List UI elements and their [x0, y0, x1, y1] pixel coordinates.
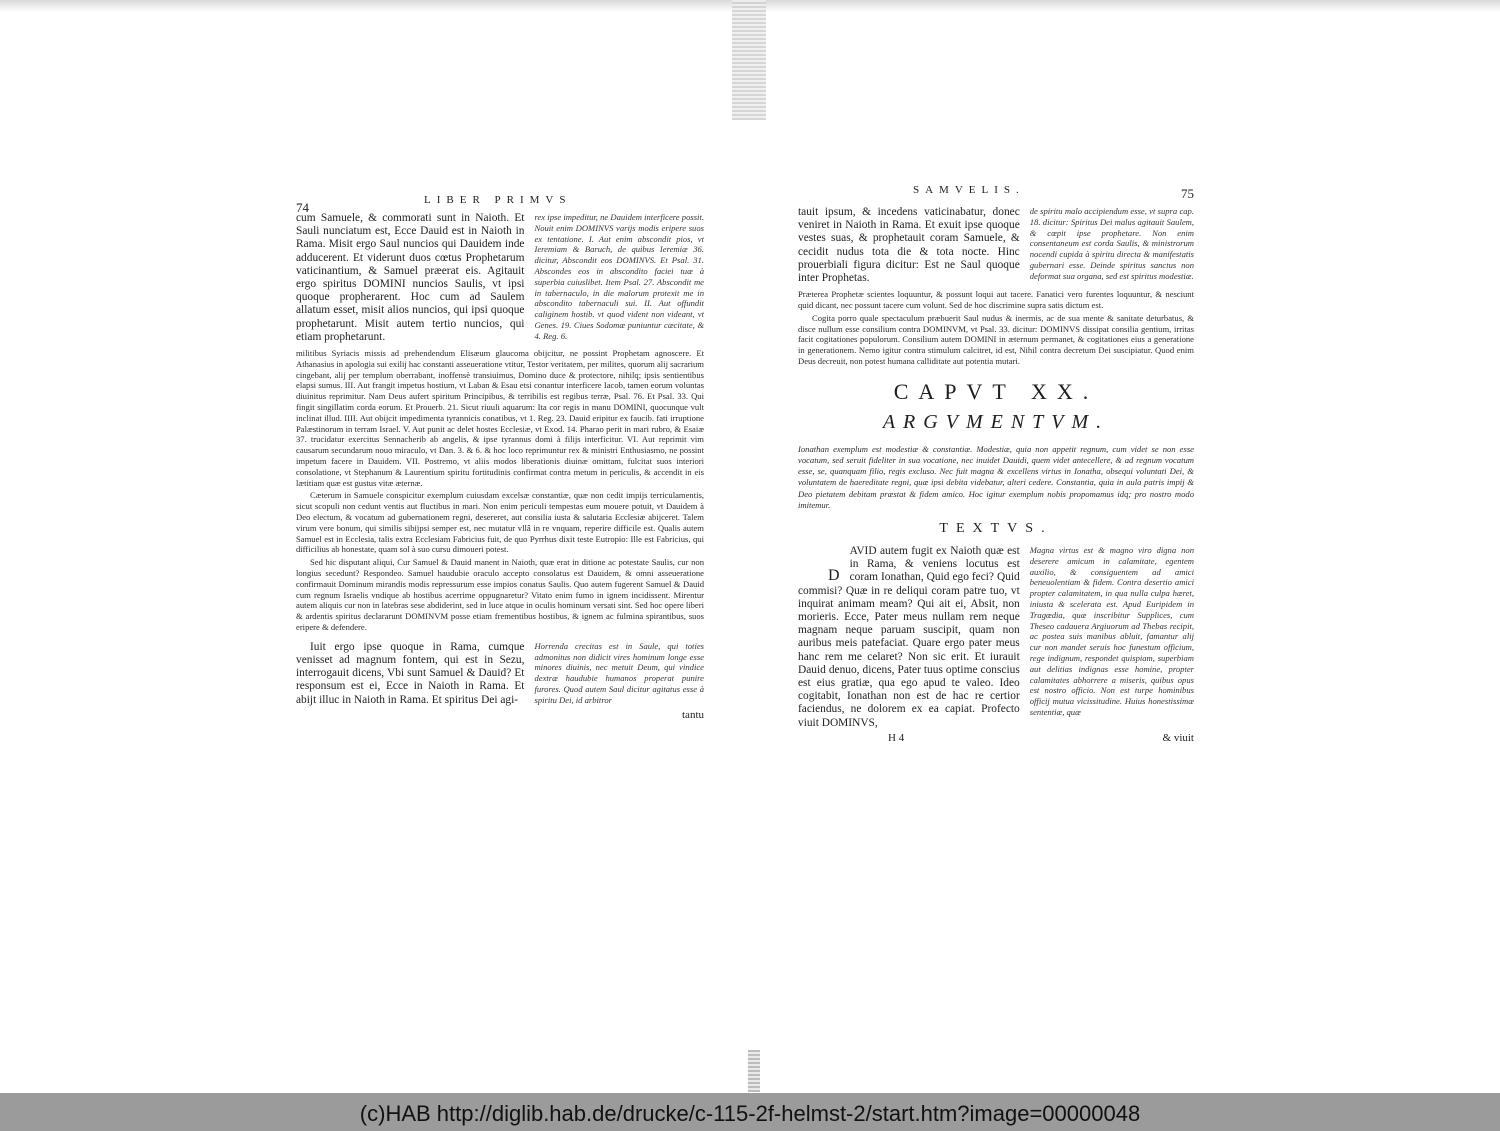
left-side-note-2: Horrenda crecitas est in Saule, qui toties admonitus non didicit vires hominum longe esse minores diuinis, nec metuit Deum, qui vindice dextræ haudubie humanos properat punire furores. Quod autem Saul dicitur agitatus esse à spiritu Dei, id arbitror	[534, 640, 704, 705]
left-side-note: rex ipse impeditur, ne Dauidem interficere possit. Nouit enim DOMINVS varijs modis eripere suos ex tentatione. I. Aut enim abscondit pios, vt Ieremiam & Baruch, de quibus Ieremiæ 36. dicitur, Abscondit eos DOMINVS. Et Psal. 31. Abscondes eos in abscondito faciei tuæ à superbia cuiuslibet. Item Psal. 27. Abscondit me in tabernaculo, in die malorum protexit me in abscondito tabernaculi sui. II. Aut offundit caliginem hostib. vt quod vident non videant, vt Genes. 19. Ciues Sodomæ puniuntur cæcitate, & 4. Reg. 6.	[534, 212, 704, 341]
right-side-note: de spiritu malo accipiendum esse, vt supra cap. 18. dicitur: Spiritus Dei malus agitauit Saulem, & cœpit ipse prophetare. Non enim consentaneum est corda Saulis, & ministrorum nocendi cupida à spiritu directa & manifestatis gubernari esse. Deinde spiritus sanctus non deformat sua organa, sed est spiritus modestiæ.	[1029, 206, 1194, 281]
argument-title: ARGVMENTVM.	[882, 410, 1110, 433]
textus-title: TEXTVS.	[939, 521, 1053, 537]
argument-text: Ionathan exemplum est modestiæ & constantiæ. Modestiæ, quia non appetit regnum, cum videt se non esse vocatum, sed seruit fideliter in sua vocatione, nec inuidet Dauidi, quem videt antecellere, & ad regnum vocatum esse, se, quanquam filio, regis excluso. Nec fuit magna & excellens virtus in Ionatha, obsequi voluntati Dei, & voluntatem de haereditate regni, quæ ipsi debita videbatur, alteri cedere. Constantia, quia in aula patris impij & Deo pietatem debitam præstat & fidem amico. Hoc igitur exemplum nobis propomamus idq; pro nostro modo imitemur.	[798, 443, 1194, 510]
right-page-number: 75	[1181, 186, 1194, 201]
left-commentary-paragraph-1: militibus Syriacis missis ad prehendendum Elisæum glaucoma obijcitur, ne possint Prophetam agnoscere. Et Athanasius in apologia sui exilij hac constanti asseueratione vtitur, Testor veritatem, per milites, quorum alij sacrarium cingebant, alij per templum oberrabant, inoffensè transiuimus, Domino duce & protectore, nihilq; ipsis sentientibus elapsi sumus. III. Aut frangit impetus hostium, vt Laban & Esau etsi conantur interficere Iacob, tamen eorum voluntas diuinitus reprimitur. Nam Deus aufert spiritum Principibus, & terribilis est regibus terræ, Psal. 76. Et Psal. 33. Qui fingit singillatim corda eorum. Et Prouerb. 21. Sicut riuuli aquarum: Ita cor regis in manu DOMINI, quocunque vult inclinat illud. IIII. Aut obijcit impedimenta tyrannicis conatibus, vt 1. Reg. 23. Dauid eripitur ex faucib. fati irruptione Palæstinorum in terram Israel. V. Aut punit ac delet hostes Ecclesiæ, vt Exod. 14. Pharao perit in mari rubro, & Esaiæ 37. trucidatur exercitus Sennacherib ab angelis, & ipse tyrannus domi à filijs interficitur. VI. Aut reprimit vim causarum secundarum nouo miraculo, vt Dan. 3. & 6. & hoc loco reprimuntur rex & ministri Enthusiasmo, ne possint impetum facere in Dauidem. VII. Postremo, vt aliis modos liberationis diuinæ omittam, fulcitat suos interiori consolatione, vt Stephanum & Laurentium spiritu fortitudinis confirmat contra metum in periculis, & accendit in eis lætitiam quæ est gustus vitæ æternæ.	[296, 348, 704, 488]
left-commentary	[296, 348, 704, 633]
book-gutter-bottom	[748, 1050, 760, 1092]
left-running-head	[296, 180, 704, 215]
right-main-text: tauit ipsum, & incedens vaticinabatur, donec veniret in Naioth in Rama. Et exuit ipse quoque vestes suas, & prophetauit coram Samuele, & cecidit nudus tota die & tota nocte. Hinc prouerbiali figura dicitur: Est ne Saul quoque inter Prophetas.	[798, 206, 1020, 285]
left-main-text-2: Iuit ergo ipse quoque in Rama, cumque venisset ad magnum fontem, qui est in Sezu, interrogauit dicens, Vbi sunt Samuel & Dauid? Et responsum est ei, Ecce in Naioth in Rama. Et abijt illuc in Naioth in Rama. Et spiritus Dei agi-	[296, 640, 525, 706]
left-page	[296, 180, 704, 721]
right-running-head	[798, 180, 1194, 202]
right-commentary	[798, 289, 1194, 367]
right-text-main: AVID autem fugit ex Naioth quæ est in Rama, & veniens locutus est coram Ionathan, Quid ego feci? Quid commisi? Quæ in re deliqui coram patre tuo, vt inquirat animam meam? Qui ait ei, Absit, non morieris. Ecce, Pater meus nullam rem neque magnam neque paruam suscipit, quam non auribus meis patefaciat. Quare ergo pater meus hanc rem me celaret? Non sic erit. Et iurauit Dauid denuo, dicens, Pater tuus optime conscius est eius gratiæ, qua ego apud te valeo. Ideo cogitabit, Ionathan non est de hac re certior faciendus, ne dolorem ex ea capiat. Profecto viuit DOMINVS,	[798, 545, 1020, 729]
right-catchword: & viuit	[1162, 731, 1194, 744]
right-text-note: Magna virtus est & magno viro digna non deserere amicum in calamitate, egentem auxilio, & consiguentem ad amici beneuolentiam & fidem. Contra desertio amici propter calamitatem, in qua nulla culpa hæret, iniusta & scelerata est. Apud Euripidem in Tragœdia, quæ inscribitur Supplices, cum Theseo cadauera Argiuorum ad Thebas recipit, ac postea suis manibus abluit, famantur alij cur non mandet seruis hoc funestum officium, rege indignum, respondet quispiam, superbiam aut delitias indignas esse homine, propter calamitates abhorrere a miseris, quibus opus est nostro officio. Non est turpe hominibus officij mutua vicissitudine. Huius honestissimæ sententiæ, quæ	[1029, 545, 1194, 717]
copyright-footer: (c)HAB http://diglib.hab.de/drucke/c-115-2f-helmst-2/start.htm?image=00000048	[359, 1101, 1141, 1126]
signature-mark: H 4	[888, 731, 905, 744]
right-running-title: SAMVELIS.	[913, 184, 1025, 196]
left-running-title: LIBER PRIMVS	[424, 194, 572, 206]
left-commentary-paragraph-2: Cæterum in Samuele conspicitur exemplum cuiusdam excelsæ constantiæ, quæ non cedit impijs terriculamentis, sicut scopuli non cedunt ventis aut fluctibus in mari. Non enim periculi tempestas eum mouere potuit, vt Dauidem à Deo electum, & vocatum ad gubernationem regni, desereret, aut consilia iusta & salutaria Ecclesiæ abijceret. Talem virum vere bonum, qui similis sibijpsi semper est, nec mutatur vllâ in re vnquam, reperire difficile est. Qualis autem Samuel est in Ecclesia, talis extra Ecclesiam Fabricius fuit, de quo Pyrrhus dixit teste Eutropio: Ille est Fabricius, qui difficilius ab honestate, quam sol à suo cursu dimoueri potest.	[296, 490, 704, 555]
left-page-number: 74	[296, 200, 309, 215]
right-commentary-paragraph-1: Præterea Prophetæ scientes loquuntur, & possunt loqui aut tacere. Fanatici vero furentes loquuntur, & nesciunt quid dicant, nec possunt tacere cum volunt. Sed de hoc discrimine supra satis dictum est.	[798, 289, 1194, 311]
right-commentary-paragraph-2: Cogita porro quale spectaculum præbuerit Saul nudus & inermis, ac de sua mente & sanitate deturbatus, & disce nullum esse consilium contra DOMINVM, vt Psal. 33. dicitur: DOMINVS dissipat consilia gentium, irritas facit cogitationes populorum. Consilium autem DOMINI in æternum permanet, & cogitationes eius a generatione in generationem. Nemo igitur contra stimulum calcitret, id est, Nihil contra decretum Dei suscipiatur. Quod enim Deus decreuit, non potest humana calliditate aut potentia mutari.	[798, 312, 1194, 366]
right-page	[798, 180, 1194, 744]
chapter-title: CAPVT XX.	[893, 378, 1099, 404]
left-commentary-paragraph-3: Sed hic disputant aliqui, Cur Samuel & Dauid manent in Naioth, quæ erat in ditione ac potestate Saulis, cur non longius secedunt? Respondeo. Samuel haudubie oraculo accepto consolatus est Dauidem, & omni asseueratione confirmauit Dominum mirandis modis repressurum esse impios conatus Saulis. Quo autem fugerent Samuel & Dauid cum regnum Israelis vndique ab hostibus acerrime oppugnaretur? Vitato enim fumo in ignem incidissent. Mirentur autem aliquis cur non in latebras sese abdiderint, sed in luce atque in oculis hominum versati sint. Sed hoc opere liberi & ardentis spiritus declararunt DOMINVM posse etiam frementibus hostibus, & ignem ac fulmina spirantibus, suos eripere & defendere.	[296, 557, 704, 632]
left-catchword: tantu	[682, 708, 704, 721]
left-main-text: cum Samuele, & commorati sunt in Naioth. Et Sauli nunciatum est, Ecce Dauid est in Naioth in Rama. Misit ergo Saul nuncios qui Dauidem inde adducerent. Et viderunt duos cœtus Prophetarum vaticinantium, & Samuel præerat eis. Agitauit ergo spiritus DOMINI nuncios Saulis, vt ipsi quoque propherarent. Hoc cum ad Saulem allatum esset, misit alios nuncios, qui ipsi quoque prophetarunt. Misit autem tertio nuncios, qui etiam prophetarunt.	[296, 212, 525, 343]
right-text-column	[798, 545, 1020, 730]
drop-capital: D	[828, 567, 840, 585]
book-gutter	[732, 0, 766, 120]
